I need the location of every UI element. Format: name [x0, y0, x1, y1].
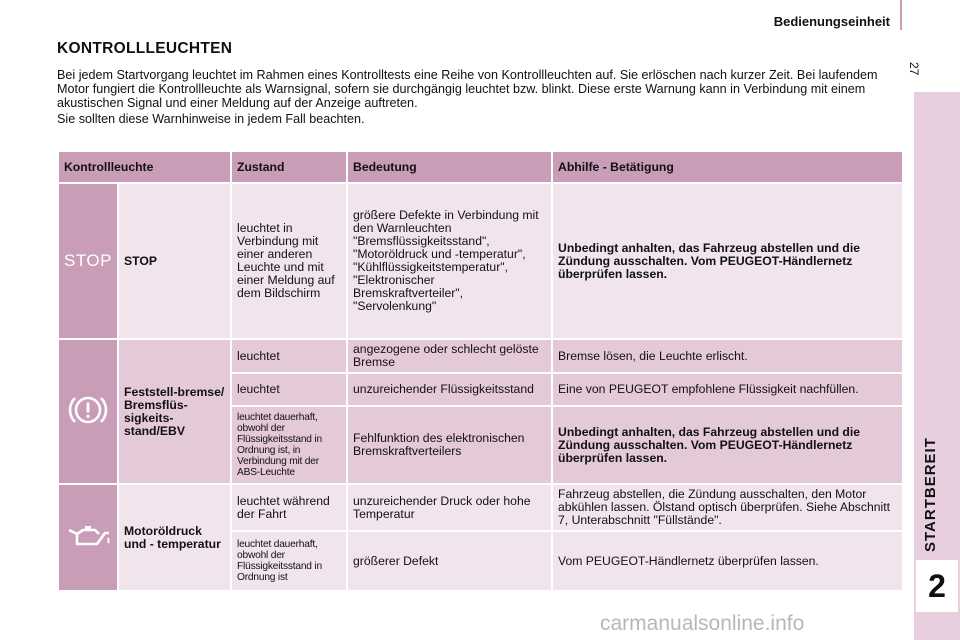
action-cell: Unbedingt anhalten, das Fahrzeug abstellen und die Zündung ausschalten. Vom PEUGEOT-Händlernetz überprüfen lassen. — [552, 183, 903, 339]
action-cell: Bremse lösen, die Leuchte erlischt. — [552, 339, 903, 373]
column-header-light: Kontrollleuchte — [58, 151, 231, 183]
table-row-brake-1 — [58, 339, 903, 373]
chapter-side-tab — [914, 92, 960, 640]
state-cell: leuchtet — [231, 339, 347, 373]
page-number: 27 — [907, 62, 921, 76]
table-row-oil-1 — [58, 484, 903, 531]
column-header-action: Abhilfe - Betätigung — [552, 151, 903, 183]
warning-lights-table — [57, 150, 902, 592]
meaning-cell: größerer Defekt — [347, 531, 552, 591]
state-cell: leuchtet — [231, 373, 347, 406]
action-cell: Fahrzeug abstellen, die Zündung ausschalten, den Motor abkühlen lassen. Ölstand optisch überprüfen. Siehe Abschnitt 7, Unterabschnitt "Füllstände". — [552, 484, 903, 531]
meaning-cell: Fehlfunktion des elektronischen Bremskraftverteilers — [347, 406, 552, 484]
column-header-state: Zustand — [231, 151, 347, 183]
state-cell: leuchtet dauerhaft, obwohl der Flüssigkeitsstand in Ordnung ist, in Verbindung mit der ABS-Leuchte — [231, 406, 347, 484]
action-cell: Vom PEUGEOT-Händlernetz überprüfen lassen. — [552, 531, 903, 591]
brake-icon — [66, 388, 110, 432]
action-cell: Eine von PEUGEOT empfohlene Flüssigkeit nachfüllen. — [552, 373, 903, 406]
column-header-meaning: Bedeutung — [347, 151, 552, 183]
section-title: KONTROLLLEUCHTEN — [57, 40, 233, 57]
intro-paragraph: Bei jedem Startvorgang leuchtet im Rahmen eines Kontrolltests eine Reihe von Kontrollleuchten auf. Sie erlöschen nach kurzer Zeit. Bei laufendem Motor fungiert die Kontrollleuchte als Warnsignal, sofern sie durchgängig leuchtet bzw. blinkt. Diese erste Warnung kann in Verbindung mit einem akustischen Signal und einer Meldung auf der Anzeige auftreten. — [57, 68, 878, 110]
light-label-oil: Motoröldruck und - temperatur — [118, 484, 231, 591]
note-paragraph: Sie sollten diese Warnhinweise in jedem Fall beachten. — [57, 112, 365, 126]
state-cell: leuchtet in Verbindung mit einer anderen Leuchte und mit einer Meldung auf dem Bildschirm — [231, 183, 347, 339]
chapter-number: 2 — [928, 568, 946, 604]
light-label-brake: Feststell-bremse/ Bremsflüs-sigkeits-stand/EBV — [118, 339, 231, 484]
meaning-cell: unzureichender Flüssigkeitsstand — [347, 373, 552, 406]
action-cell: Unbedingt anhalten, das Fahrzeug abstellen und die Zündung ausschalten. Vom PEUGEOT-Händlernetz überprüfen lassen. — [552, 406, 903, 484]
table-header-row — [58, 151, 903, 183]
stop-icon-text: STOP — [64, 250, 112, 270]
state-cell: leuchtet dauerhaft, obwohl der Flüssigkeitsstand in Ordnung ist — [231, 531, 347, 591]
meaning-cell: angezogene oder schlecht gelöste Bremse — [347, 339, 552, 373]
header-title: Bedienungseinheit — [773, 14, 890, 29]
oil-warning-icon — [58, 484, 118, 591]
brake-warning-icon — [58, 339, 118, 484]
state-cell: leuchtet während der Fahrt — [231, 484, 347, 531]
watermark: carmanualsonline.info — [600, 612, 805, 635]
stop-warning-icon — [58, 183, 118, 339]
meaning-cell: größere Defekte in Verbindung mit den Warnleuchten "Bremsflüssigkeitsstand", "Motoröldruck und -temperatur", "Kühlflüssigkeitstemperatur", "Elektronischer Bremskraftverteiler", "Servolenkung" — [347, 183, 552, 339]
chapter-tab-label: STARTBEREIT — [922, 437, 939, 552]
light-label-stop: STOP — [118, 183, 231, 339]
header-divider — [900, 0, 902, 30]
meaning-cell: unzureichender Druck oder hohe Temperatur — [347, 484, 552, 531]
table-row-stop — [58, 183, 903, 339]
oil-can-icon — [65, 521, 111, 551]
